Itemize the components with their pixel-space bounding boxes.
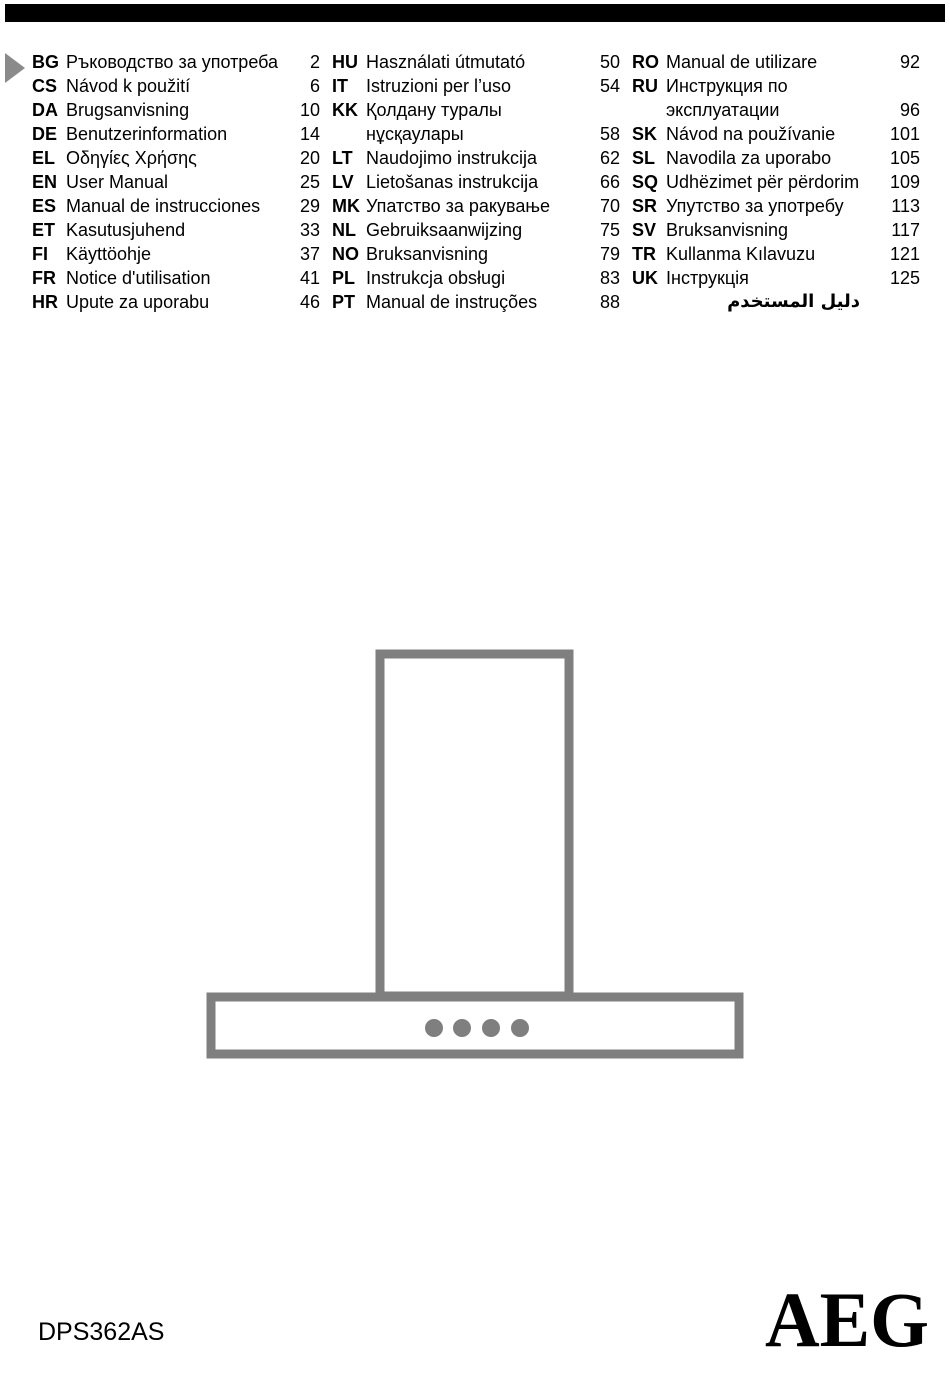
language-code: DE	[32, 124, 58, 144]
page-number: 6	[309, 76, 320, 96]
language-code: SL	[632, 148, 656, 168]
page-number: 46	[299, 292, 320, 312]
page-number: 33	[299, 220, 320, 240]
language-manual-title: Istruzioni per l’uso	[366, 76, 512, 96]
language-manual-title: Návod na používanie	[666, 124, 836, 144]
page-number: 20	[299, 148, 320, 168]
language-manual-title: Қолдану туралы	[366, 100, 502, 120]
language-code: KK	[332, 100, 358, 120]
language-manual-title: Упутство за употребу	[666, 196, 844, 216]
language-code: RO	[632, 52, 659, 72]
language-code: PT	[332, 292, 356, 312]
control-button-1	[425, 1019, 443, 1037]
page-number: 37	[299, 244, 320, 264]
hood-canopy	[211, 997, 739, 1054]
page-number: 29	[299, 196, 320, 216]
model-number: DPS362AS	[38, 1318, 165, 1346]
page-number: 41	[299, 268, 320, 288]
page-number: 117	[891, 220, 920, 240]
page-number: 70	[599, 196, 620, 216]
page-number: 10	[299, 100, 320, 120]
language-code: SR	[632, 196, 658, 216]
language-manual-title: Manual de utilizare	[666, 52, 818, 72]
language-manual-title: Návod k použití	[66, 76, 191, 96]
language-manual-title: Bruksanvisning	[366, 244, 489, 264]
page-number: 92	[899, 52, 920, 72]
language-code: HU	[332, 52, 358, 72]
language-code: SK	[632, 124, 658, 144]
control-button-2	[453, 1019, 471, 1037]
language-code: DA	[32, 100, 58, 120]
language-code: FR	[32, 268, 56, 288]
page-number: 75	[599, 220, 620, 240]
arabic-manual-title: دليل المستخدم	[727, 291, 860, 312]
language-code: NO	[332, 244, 359, 264]
language-manual-title: Manual de instrucciones	[66, 196, 261, 216]
language-code: UK	[632, 268, 658, 288]
language-code: SQ	[632, 172, 659, 192]
language-code: BG	[32, 52, 59, 72]
language-code: EL	[32, 148, 56, 168]
language-manual-title: Інструкція	[666, 268, 749, 288]
language-manual-title: Lietošanas instrukcija	[366, 172, 539, 192]
page-number: 79	[599, 244, 620, 264]
page-number: 58	[599, 124, 620, 144]
language-code: TR	[632, 244, 656, 264]
page-number: 125	[889, 268, 920, 288]
language-manual-title: Упатство за ракување	[366, 196, 551, 216]
language-manual-title: эксплуатации	[666, 100, 780, 120]
language-manual-title: Instrukcja obsługi	[366, 268, 506, 288]
language-manual-title: Ръководство за употреба	[66, 52, 279, 72]
language-code: RU	[632, 76, 658, 96]
page-number: 105	[889, 148, 920, 168]
language-manual-title: Gebruiksaanwijzing	[366, 220, 523, 240]
language-code: EN	[32, 172, 58, 192]
language-code: CS	[32, 76, 58, 96]
language-code: ES	[32, 196, 57, 216]
language-manual-title: User Manual	[66, 172, 169, 192]
page-number: 83	[599, 268, 620, 288]
page-number: 121	[889, 244, 920, 264]
language-code: MK	[332, 196, 360, 216]
language-manual-title: Kullanma Kılavuzu	[666, 244, 816, 264]
language-manual-title: Upute za uporabu	[66, 292, 210, 312]
language-manual-title: Bruksanvisning	[666, 220, 789, 240]
language-manual-title: Udhëzimet për përdorim	[666, 172, 860, 192]
page-number: 88	[599, 292, 620, 312]
page-number: 101	[889, 124, 920, 144]
language-manual-title: Navodila za uporabo	[666, 148, 832, 168]
language-manual-title: Käyttöohje	[66, 244, 152, 264]
hood-chimney	[380, 654, 569, 996]
page-number: 96	[899, 100, 920, 120]
language-code: ET	[32, 220, 56, 240]
language-code: PL	[332, 268, 356, 288]
language-code: NL	[332, 220, 356, 240]
language-manual-title: Naudojimo instrukcija	[366, 148, 538, 168]
aeg-logo-text: AEG	[765, 1286, 929, 1352]
language-manual-title: Инструкция по	[666, 76, 788, 96]
control-button-3	[482, 1019, 500, 1037]
aeg-logo	[762, 1286, 932, 1352]
language-manual-title: Használati útmutató	[366, 52, 526, 72]
page-number: 25	[299, 172, 320, 192]
language-manual-title: Manual de instruções	[366, 292, 538, 312]
language-code: IT	[332, 76, 348, 96]
control-button-4	[511, 1019, 529, 1037]
page-number: 113	[891, 196, 920, 216]
language-manual-title: Kasutusjuhend	[66, 220, 186, 240]
language-code: HR	[32, 292, 58, 312]
page-number: 66	[599, 172, 620, 192]
language-manual-title: нұсқаулары	[366, 124, 464, 144]
page-number: 2	[309, 52, 320, 72]
page-number: 62	[599, 148, 620, 168]
page-number: 109	[889, 172, 920, 192]
language-manual-title: Benutzerinformation	[66, 124, 228, 144]
language-code: LV	[332, 172, 354, 192]
language-manual-title: Οδηγίες Χρήσης	[66, 148, 197, 168]
language-manual-title: Brugsanvisning	[66, 100, 190, 120]
page-number: 14	[299, 124, 320, 144]
page-number: 50	[599, 52, 620, 72]
language-manual-title: Notice d'utilisation	[66, 268, 211, 288]
page-number: 54	[599, 76, 620, 96]
language-code: FI	[32, 244, 48, 264]
language-code: SV	[632, 220, 657, 240]
language-code: LT	[332, 148, 353, 168]
